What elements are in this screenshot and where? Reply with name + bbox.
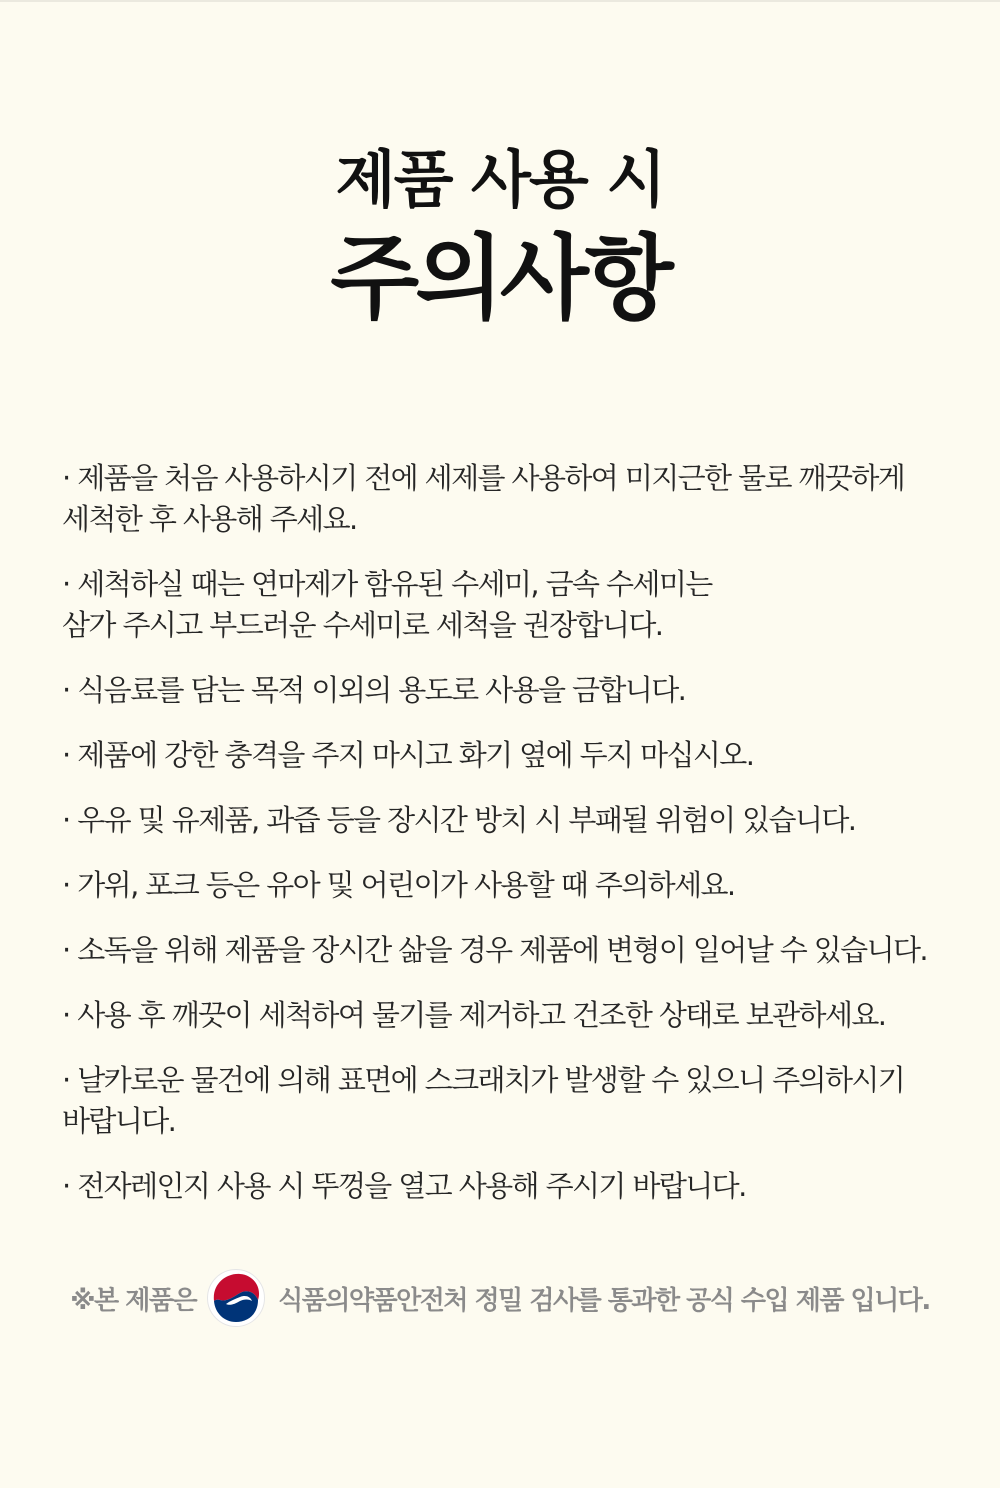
notice-item-8: · 사용 후 깨끗이 세척하여 물기를 제거하고 건조한 상태로 보관하세요. [62, 998, 886, 1032]
notice-item-5: · 우유 및 유제품, 과즙 등을 장시간 방치 시 부패될 위험이 있습니다. [62, 803, 856, 837]
page-title: 주의사항 [330, 225, 670, 332]
title-block [0, 140, 1000, 334]
notice-item-6: · 가위, 포크 등은 유아 및 어린이가 사용할 때 주의하세요. [62, 868, 735, 902]
certification-footer [0, 1266, 1000, 1330]
notice-list [62, 458, 952, 1231]
korea-government-emblem-icon [206, 1268, 266, 1328]
notice-item-3: · 식음료를 담는 목적 이외의 용도로 사용을 금합니다. [62, 673, 686, 707]
notice-item-10: · 전자레인지 사용 시 뚜껑을 열고 사용해 주시기 바랍니다. [62, 1169, 746, 1203]
footer-suffix: 식품의약품안전처 정밀 검사를 통과한 공식 수입 제품 입니다. [278, 1285, 930, 1316]
notice-item-1: · 제품을 처음 사용하시기 전에 세제를 사용하여 미지근한 물로 깨끗하게 세척한 후 사용해 주세요. [62, 461, 905, 536]
notice-item-9: · 날카로운 물건에 의해 표면에 스크래치가 발생할 수 있으니 주의하시기 바랍니다. [62, 1063, 905, 1138]
top-divider [0, 0, 1000, 2]
notice-item-7: · 소독을 위해 제품을 장시간 삶을 경우 제품에 변형이 일어날 수 있습니다. [62, 933, 928, 967]
notice-item-2: · 세척하실 때는 연마제가 함유된 수세미, 금속 수세미는 삼가 주시고 부드러운 수세미로 세척을 권장합니다. [62, 567, 712, 642]
footer-prefix: ※본 제품은 [70, 1285, 197, 1316]
notice-item-4: · 제품에 강한 충격을 주지 마시고 화기 옆에 두지 마십시오. [62, 738, 754, 772]
page-subtitle: 제품 사용 시 [335, 143, 665, 216]
